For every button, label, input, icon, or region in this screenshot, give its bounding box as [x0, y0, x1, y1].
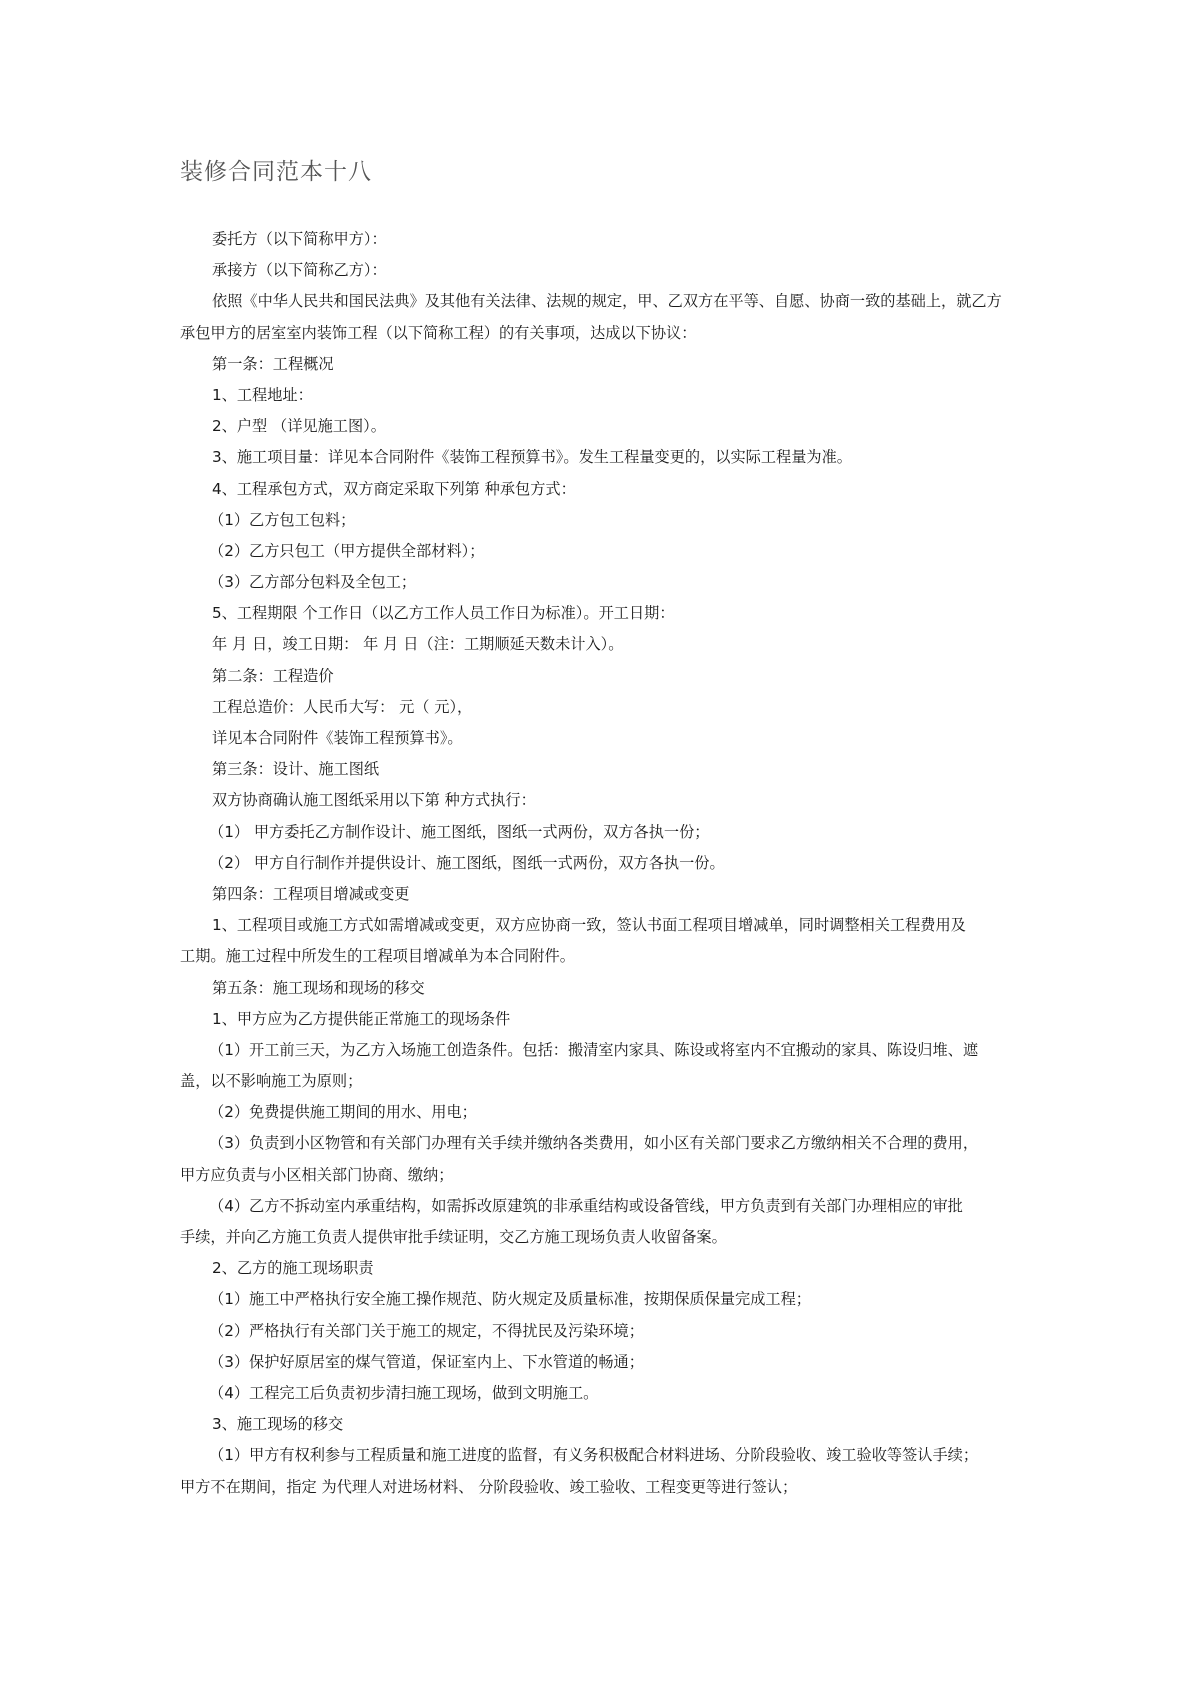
section-heading: 第三条：设计、施工图纸 [212, 760, 380, 779]
section-heading: 第四条：工程项目增减或变更 [212, 884, 410, 903]
paragraph-line: 承接方（以下简称乙方）： [212, 261, 387, 280]
document-title: 装修合同范本十八 [180, 159, 372, 185]
list-item: （3）保护好原居室的煤气管道，保证室内上、下水管道的畅通； [209, 1352, 644, 1371]
paragraph-line: 委托方（以下简称甲方）： [212, 230, 387, 248]
paragraph-line: 4、工程承包方式，双方商定采取下列第 种承包方式： [212, 479, 576, 498]
list-item: （4）工程完工后负责初步清扫施工现场，做到文明施工。 [209, 1383, 599, 1402]
paragraph-line: 3、施工项目量：详见本合同附件《装饰工程预算书》。发生工程量变更的，以实际工程量为准。 [212, 448, 852, 467]
list-item: （2）严格执行有关部门关于施工的规定，不得扰民及污染环境； [209, 1321, 644, 1340]
list-item: （3）负责到小区物管和有关部门办理有关手续并缴纳各类费用，如小区有关部门要求乙方缴纳相关不合理的费用， [209, 1134, 979, 1153]
list-item: （1）甲方有权利参与工程质量和施工进度的监督，有义务积极配合材料进场、分阶段验收、竣工验收等签认手续； [209, 1446, 979, 1465]
list-item: （1）开工前三天，为乙方入场施工创造条件。包括：搬清室内家具、陈设或将室内不宜搬动的家具、陈设归堆、遮 [209, 1040, 979, 1059]
list-item: （1）施工中严格执行安全施工操作规范、防火规定及质量标准，按期保质保量完成工程； [209, 1290, 811, 1309]
paragraph-line: 5、工程期限 个工作日（以乙方工作人员工作日为标准）。开工日期： [212, 604, 675, 623]
list-item: （2）乙方只包工（甲方提供全部材料）； [209, 541, 485, 560]
paragraph-line: 承包甲方的居室室内装饰工程（以下简称工程）的有关事项，达成以下协议： [180, 323, 697, 342]
paragraph-line: 详见本合同附件《装饰工程预算书》。 [212, 729, 463, 747]
paragraph-line: 手续，并向乙方施工负责人提供审批手续证明，交乙方施工现场负责人收留备案。 [180, 1228, 727, 1246]
paragraph-line: 甲方应负责与小区相关部门协商、缴纳； [180, 1165, 454, 1184]
section-heading: 第二条：工程造价 [212, 666, 334, 685]
list-item: （1） 甲方委托乙方制作设计、施工图纸，图纸一式两份，双方各执一份； [209, 822, 710, 841]
paragraph-line: 3、施工现场的移交 [212, 1415, 344, 1434]
document-body [180, 224, 1025, 1503]
paragraph-line: 2、户型 （详见施工图）。 [212, 417, 386, 436]
list-item: （2） 甲方自行制作并提供设计、施工图纸，图纸一式两份，双方各执一份。 [209, 853, 725, 872]
paragraph-line: 1、甲方应为乙方提供能正常施工的现场条件 [212, 1009, 511, 1028]
section-heading: 第五条：施工现场和现场的移交 [212, 978, 425, 997]
paragraph-line: 工期。施工过程中所发生的工程项目增减单为本合同附件。 [180, 947, 575, 966]
section-heading: 第一条：工程概况 [212, 354, 334, 373]
paragraph-line: 工程总造价：人民币大写： 元（ 元）， [212, 697, 473, 716]
list-item: （4）乙方不拆动室内承重结构，如需拆改原建筑的非承重结构或设备管线，甲方负责到有关部门办理相应的审批 [209, 1196, 963, 1215]
paragraph-line: 年 月 日，竣工日期： 年 月 日（注：工期顺延天数未计入）。 [212, 635, 624, 654]
list-item: （2）免费提供施工期间的用水、用电； [209, 1103, 477, 1122]
paragraph-line: 2、乙方的施工现场职责 [212, 1259, 374, 1278]
list-item: （3）乙方部分包料及全包工； [209, 573, 417, 592]
list-item: （1）乙方包工包料； [209, 510, 356, 529]
paragraph-line: 盖，以不影响施工为原则； [180, 1072, 363, 1091]
paragraph-line: 1、工程项目或施工方式如需增减或变更，双方应协商一致，签认书面工程项目增减单，同时调整相关工程费用及 [212, 916, 966, 935]
paragraph-line: 甲方不在期间，指定 为代理人对进场材料、 分阶段验收、竣工验收、工程变更等进行签认； [180, 1477, 798, 1496]
paragraph-line: 依照《中华人民共和国民法典》及其他有关法律、法规的规定，甲、乙双方在平等、自愿、协商一致的基础上，就乙方 [212, 292, 1002, 311]
paragraph-line: 1、工程地址： [212, 385, 313, 404]
paragraph-line: 双方协商确认施工图纸采用以下第 种方式执行： [212, 791, 536, 810]
